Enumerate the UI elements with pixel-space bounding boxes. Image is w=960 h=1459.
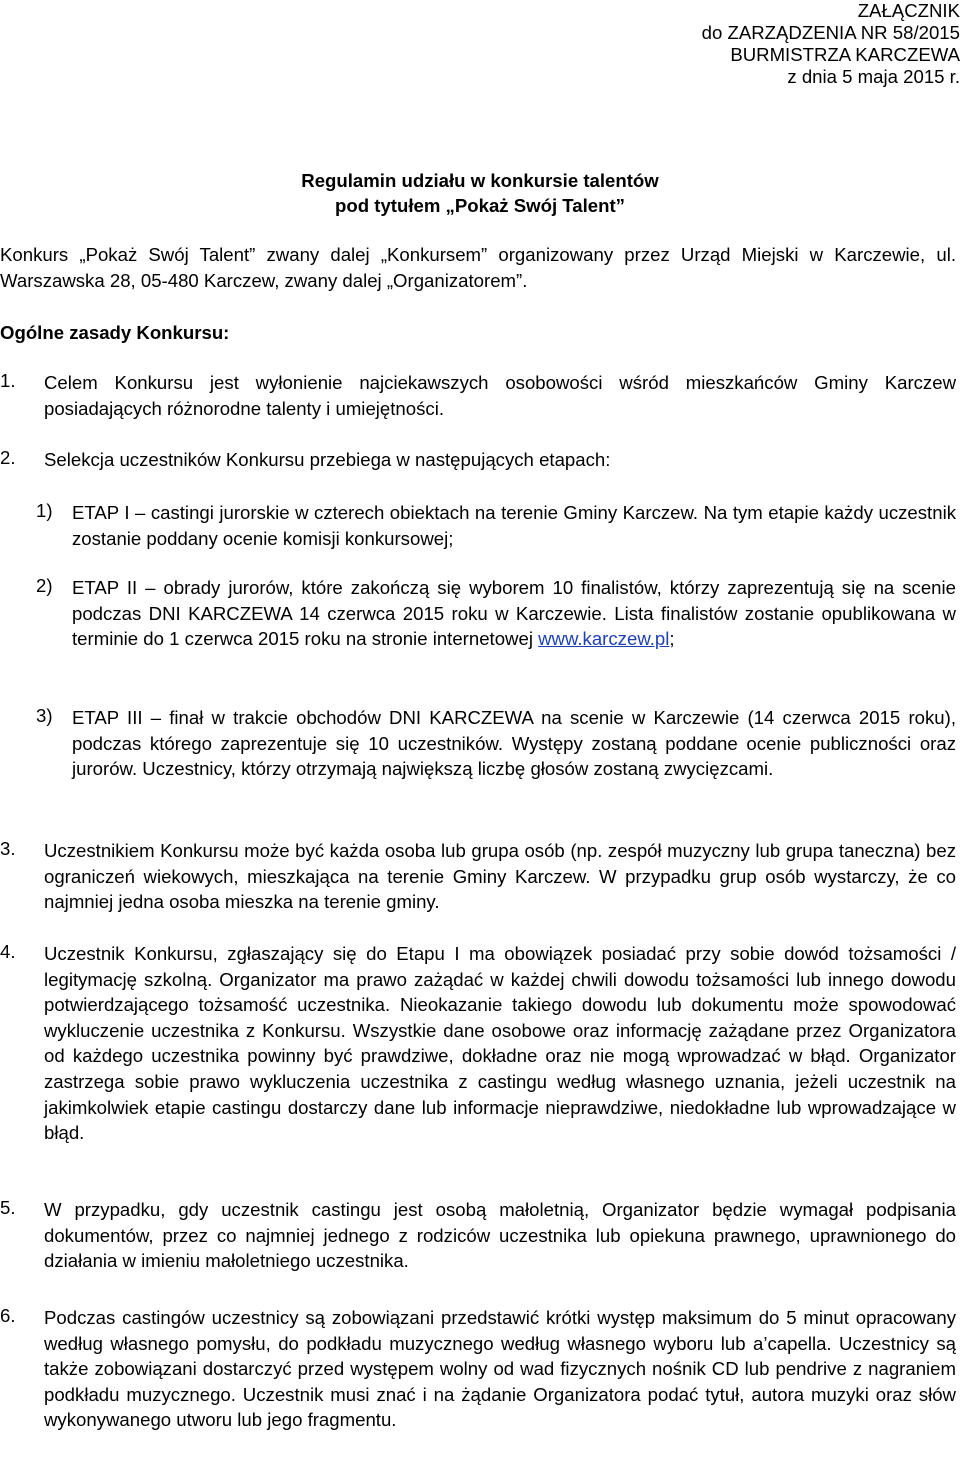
header-line: BURMISTRZA KARCZEWA (730, 44, 960, 65)
stage-text (72, 575, 956, 652)
stage-text-part: ETAP II – obrady jurorów, które zakończą się wyborem 10 finalistów, którzy zaprezentują się na scenie podczas DNI KARCZEWA 14 czerwca 2015 roku w Karczewie. Lista finalistów zostanie opublikowana w terminie do 1 czerwca 2015 roku na stronie internetowej (72, 577, 956, 650)
item-text: Uczestnik Konkursu, zgłaszający się do Etapu I ma obowiązek posiadać przy sobie dowód tożsamości / legitymację szkolną. Organizator ma prawo zażądać w każdej chwili dowodu tożsamości lub innego dowodu potwierdzającego tożsamość uczestnika. Nieokazanie takiego dowodu lub dokumentu może spowodować wykluczenie uczestnika z Konkursu. Wszystkie dane osobowe oraz informację zażądane przez Organizatora od każdego uczestnika powinny być prawdziwe, dokładne oraz nie mogą wprowadzać w błąd. Organizator zastrzega sobie prawo wykluczenia uczestnika z castingu według własnego uznania, jeżeli uczestnik na jakimkolwiek etapie castingu dostarczy dane lub informacje nieprawdziwe, niedokładne lub wprowadzające w błąd. (44, 943, 956, 1144)
stage-text: ETAP I – castingi jurorskie w czterech obiektach na terenie Gminy Karczew. Na tym etapie każdy uczestnik zostanie poddany ocenie komisji konkursowej; (72, 502, 956, 549)
header-line: z dnia 5 maja 2015 r. (787, 66, 960, 87)
stage-text-part: ; (669, 628, 675, 650)
document-title (0, 168, 960, 218)
item-number: 4. (0, 941, 16, 962)
item-text: Uczestnikiem Konkursu może być każda osoba lub grupa osób (np. zespół muzyczny lub grupa taneczna) bez ograniczeń wiekowych, mieszkająca na terenie Gminy Karczew. W przypadku grup osób wystarczy, że co najmniej jedna osoba mieszka na terenie gminy. (44, 840, 956, 913)
item-text: W przypadku, gdy uczestnik castingu jest osobą małoletnią, Organizator będzie wymagał podpisania dokumentów, przez co najmniej jednego z rodziców uczestnika lub opiekuna prawnego, uprawnionego do działania w imieniu małoletniego uczestnika. (44, 1199, 956, 1272)
stage-number: 3) (36, 705, 53, 726)
title-line: Regulamin udziału w konkursie talentów (301, 170, 659, 191)
item-text: Podczas castingów uczestnicy są zobowiązani przedstawić krótki występ maksimum do 5 minut opracowany według własnego pomysłu, do podkładu muzycznego według własnego wyboru lub a’capella. Uczestnicy są także zobowiązani dostarczyć przed występem wolny od wad fizycznych nośnik CD lub pendrive z nagraniem podkładu muzycznego. Uczestnik musi znać i na żądanie Organizatora podać tytuł, autora muzyki oraz słów wykonywanego utworu lub jego fragmentu. (44, 1307, 956, 1431)
item-text: Celem Konkursu jest wyłonienie najciekawszych osobowości wśród mieszkańców Gminy Karczew posiadających różnorodne talenty i umiejętności. (44, 372, 956, 419)
header-line: ZAŁĄCZNIK (857, 0, 960, 21)
document-header (702, 0, 960, 88)
item-number: 6. (0, 1305, 16, 1326)
item-number: 2. (0, 447, 16, 468)
header-line: do ZARZĄDZENIA NR 58/2015 (701, 22, 960, 43)
website-link[interactable]: www.karczew.pl (538, 628, 670, 650)
item-number: 1. (0, 370, 16, 391)
stage-text: ETAP III – finał w trakcie obchodów DNI KARCZEWA na scenie w Karczewie (14 czerwca 2015 roku), podczas którego zaprezentuje się 10 uczestników. Występy zostaną poddane ocenie publiczności oraz jurorów. Uczestnicy, którzy otrzymają największą liczbę głosów zostaną zwycięzcami. (72, 707, 956, 780)
item-number: 5. (0, 1197, 16, 1218)
item-number: 3. (0, 838, 16, 859)
stage-number: 2) (36, 575, 53, 596)
stage-number: 1) (36, 500, 53, 521)
section-heading: Ogólne zasady Konkursu: (0, 322, 230, 343)
intro-paragraph: Konkurs „Pokaż Swój Talent” zwany dalej „Konkursem” organizowany przez Urząd Miejski w Karczewie, ul. Warszawska 28, 05-480 Karczew, zwany dalej „Organizatorem”. (0, 244, 956, 291)
title-line: pod tytułem „Pokaż Swój Talent” (335, 195, 625, 216)
item-text: Selekcja uczestników Konkursu przebiega w następujących etapach: (44, 449, 611, 470)
